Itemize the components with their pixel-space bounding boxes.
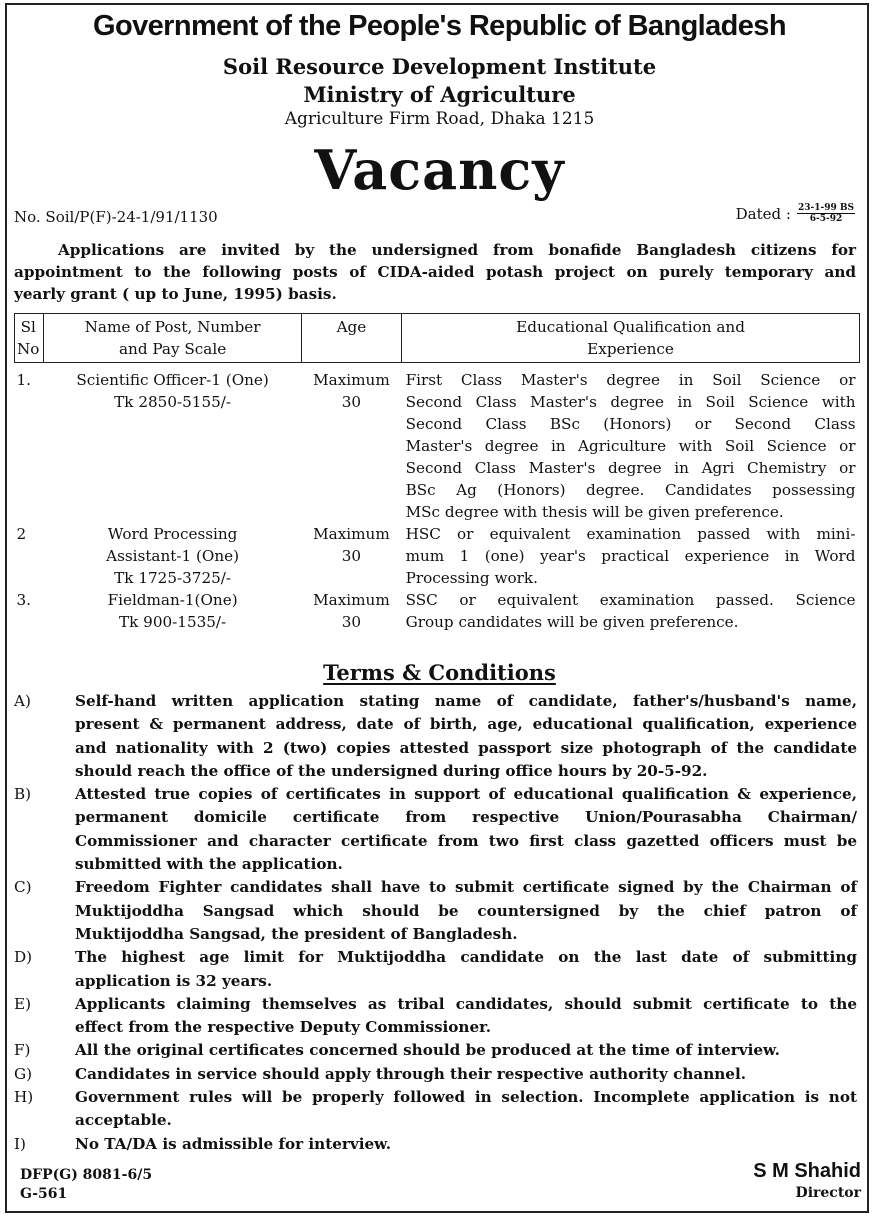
term-label: D) — [14, 948, 33, 967]
term-label: I) — [14, 1134, 26, 1153]
term-a — [14, 690, 857, 783]
term-body: Candidates in service should apply through their respective authority channel. — [75, 1064, 747, 1083]
cell-age: Maximum 30 — [313, 371, 390, 411]
cell-sl: 3. — [16, 591, 31, 609]
date-bengali: 23-1-99 BS — [797, 203, 854, 213]
term-body: All the original certificates concerned should be produced at the time of interview. — [75, 1041, 780, 1060]
date-fraction — [797, 203, 855, 224]
terms-heading: Terms & Conditions — [323, 660, 556, 685]
term-body: No TA/DA is admissible for interview. — [75, 1134, 391, 1153]
table-row — [15, 589, 860, 633]
table-header-row — [15, 314, 860, 363]
term-f — [14, 1039, 857, 1062]
header-post: Name of Post, Number and Pay Scale — [44, 314, 301, 363]
intro-line: Applications are invited by the undersigned from bonafide Bangladesh citizens for — [58, 241, 856, 259]
intro-line: yearly grant ( up to June, 1995) basis. — [14, 285, 337, 303]
cell-post: Fieldman-1(One) Tk 900-1535/- — [107, 591, 238, 631]
header-age: Age — [301, 314, 401, 363]
term-body: Freedom Fighter candidates shall have to submit certificate signed by the Chairman of Muktijoddha Sangsad which should be countersigned by the chief patron of Muktijoddha Sangsad, the president of Bangladesh. — [75, 878, 857, 943]
signatory-name: S M Shahid — [753, 1160, 861, 1182]
term-label: F) — [14, 1041, 31, 1060]
ministry-name: Ministry of Agriculture — [303, 82, 576, 107]
signatory-designation: Director — [795, 1185, 861, 1201]
term-e — [14, 993, 857, 1040]
term-label: C) — [14, 878, 32, 897]
dated-label: Dated : — [735, 204, 791, 223]
term-d — [14, 946, 857, 993]
reference-number: No. Soil/P(F)-24-1/91/1130 — [14, 208, 218, 226]
term-label: E) — [14, 994, 32, 1013]
term-body: Self-hand written application stating name of candidate, father's/husband's name, present & permanent address, date of birth, age, educational qualification, experience and nationality with 2 (two) copies attested passport size photograph of the candidate should reach the office of the undersigned during office hours by 20-5-92. — [75, 692, 857, 780]
term-body: The highest age limit for Muktijoddha candidate on the last date of submitting application is 32 years. — [75, 948, 857, 990]
office-address: Agriculture Firm Road, Dhaka 1215 — [284, 109, 595, 129]
g-code: G-561 — [20, 1186, 68, 1202]
terms-list — [14, 690, 857, 1156]
cell-post: Scientific Officer-1 (One) Tk 2850-5155/- — [76, 371, 269, 411]
term-label: H) — [14, 1088, 34, 1107]
term-b — [14, 783, 857, 876]
vacancy-table — [14, 313, 860, 633]
term-label: A) — [14, 692, 31, 710]
signature-block — [753, 1158, 861, 1203]
table-row — [15, 363, 860, 524]
cell-post: Word Processing Assistant-1 (One) Tk 1725-3725/- — [106, 525, 240, 587]
table-row — [15, 523, 860, 589]
term-i — [14, 1133, 857, 1156]
page-title: Vacancy — [314, 138, 565, 202]
header-sl: Sl No — [15, 314, 44, 363]
term-label: G) — [14, 1064, 33, 1083]
date-english: 6-5-92 — [809, 214, 843, 224]
publication-code — [20, 1166, 152, 1204]
intro-line: appointment to the following posts of CIDA-aided potash project on purely temporary and — [14, 263, 856, 281]
cell-qualification: SSC or equivalent examination passed. Science Group candidates will be given preference. — [405, 591, 856, 631]
term-g — [14, 1063, 857, 1086]
dfp-code: DFP(G) 8081-6/5 — [20, 1167, 153, 1183]
term-h — [14, 1086, 857, 1133]
institute-name: Soil Resource Development Institute — [222, 54, 657, 79]
term-body: Applicants claiming themselves as tribal candidates, should submit certificate to the effect from the respective Deputy Commissioner. — [75, 994, 857, 1037]
cell-qualification: First Class Master's degree in Soil Science or Second Class Master's degree in Soil Science with Second Class BSc (Honors) or Second Class Master's degree in Agriculture with Soil Science or Second Class Master's degree in Agri Chemistry or BSc Ag (Honors) degree. Candidates possessing MSc degree with thesis will be given preference. — [405, 371, 856, 521]
header-qualification: Educational Qualification and Experience — [402, 314, 860, 363]
cell-age: Maximum 30 — [313, 525, 390, 565]
term-body: Attested true copies of certificates in support of educational qualification & experience, permanent domicile certificate from respective Union/Pourasabha Chairman/ Commissioner and character certificate from two first class gazetted officers must be submitted with the application. — [75, 785, 857, 874]
cell-sl: 1. — [16, 371, 31, 389]
term-c — [14, 876, 857, 946]
date-block — [736, 203, 855, 224]
cell-sl: 2 — [16, 525, 27, 543]
cell-qualification: HSC or equivalent examination passed with mini- mum 1 (one) year's practical experience in Word Processing work. — [405, 525, 856, 587]
intro-paragraph — [14, 239, 856, 305]
government-title: Government of the People's Republic of Bangladesh — [93, 10, 786, 42]
term-label: B) — [14, 785, 32, 804]
term-body: Government rules will be properly followed in selection. Incomplete application is not acceptable. — [75, 1088, 857, 1130]
cell-age: Maximum 30 — [313, 591, 390, 631]
